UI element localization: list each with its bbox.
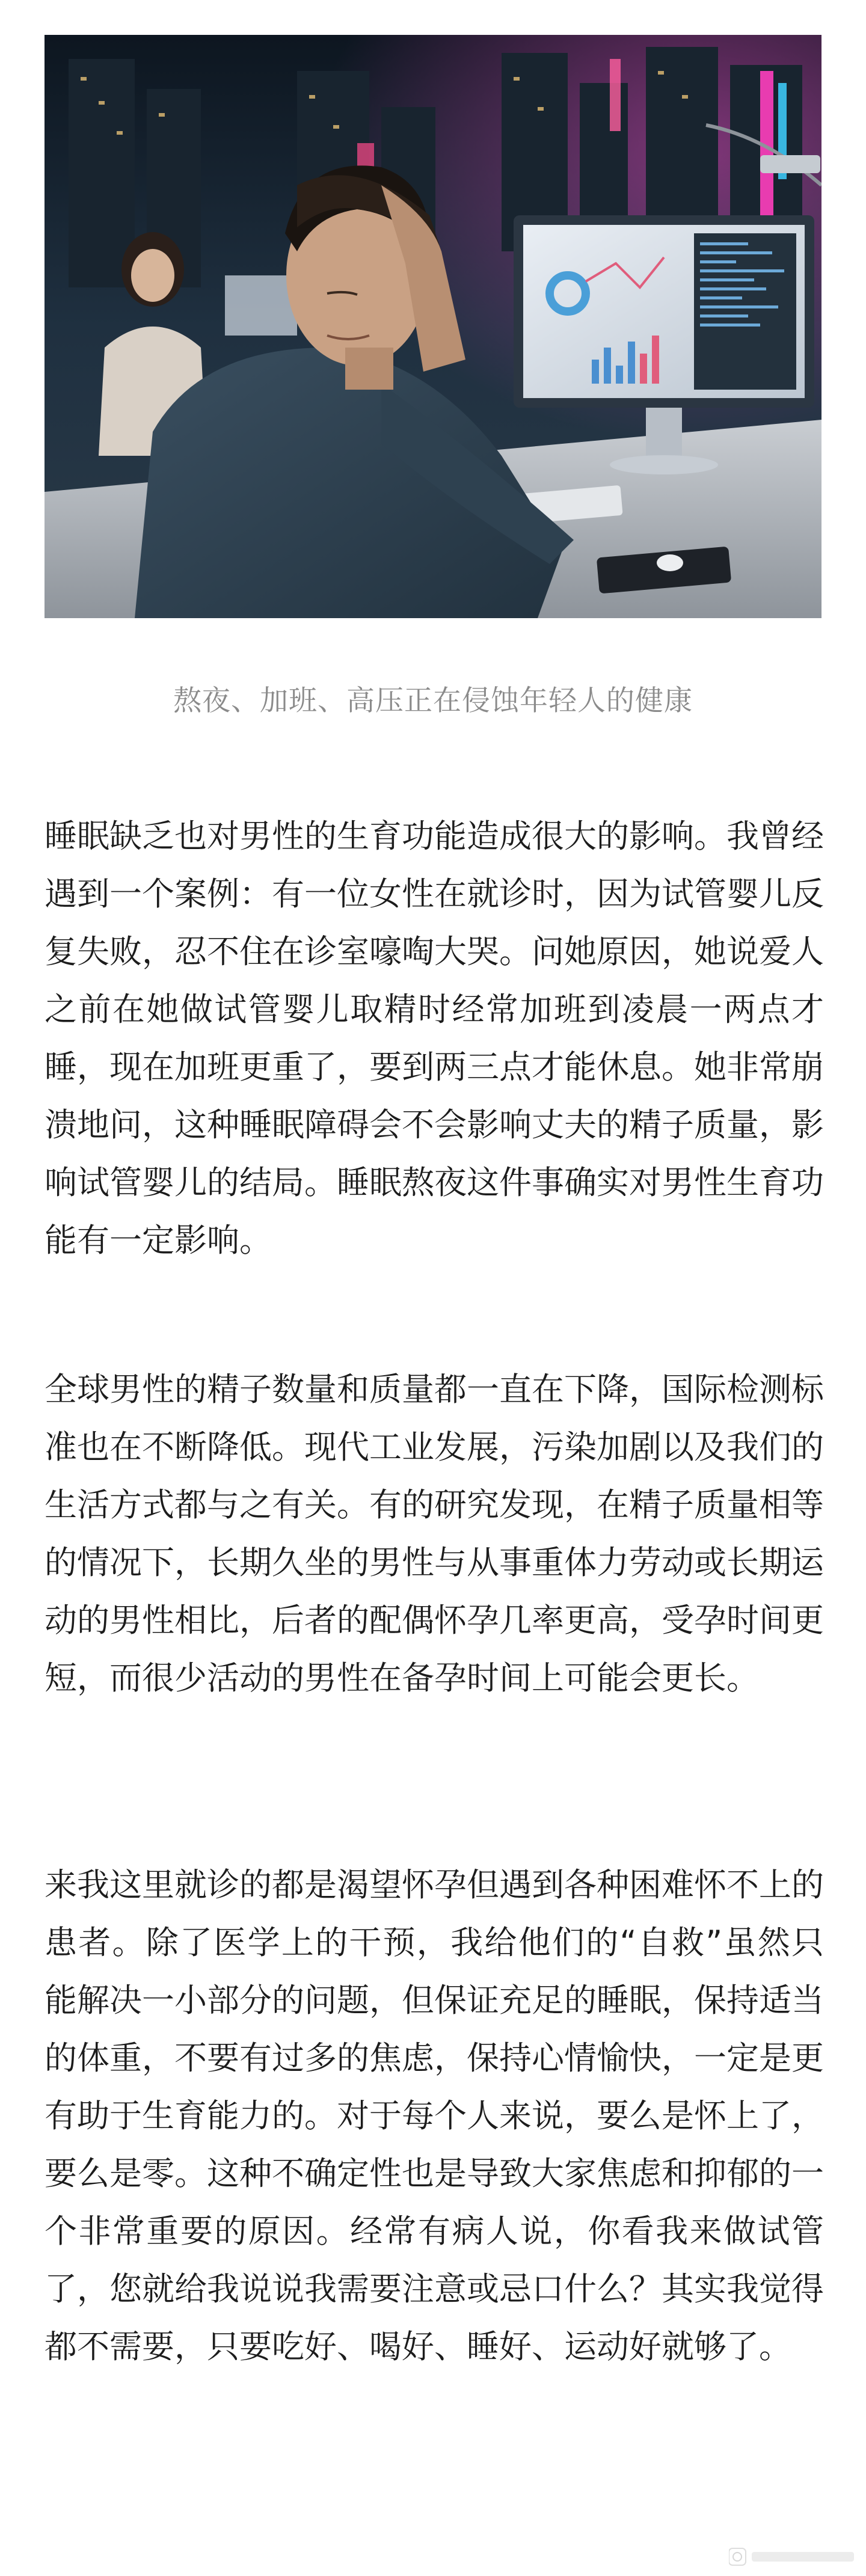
hero-photo bbox=[45, 35, 821, 618]
office-night-illustration bbox=[45, 35, 821, 618]
watermark-logo-icon bbox=[729, 2545, 861, 2569]
paragraph-self-help: 来我这里就诊的都是渴望怀孕但遇到各种困难怀不上的患者。除了医学上的干预，我给他们的“自救”虽然只能解决一小部分的问题，但保证充足的睡眠，保持适当的体重，不要有过多的焦虑，保持心情愉快，一定是更有助于生育能力的。对于每个人来说，要么是怀上了，要么是零。这种不确定性也是导致大家焦虑和抑郁的一个非常重要的原因。经常有病人说，你看我来做试管了，您就给我说说我需要注意或忌口什么？其实我觉得都不需要，只要吃好、喝好、睡好、运动好就够了。 bbox=[45, 1866, 824, 2366]
image-caption: 熬夜、加班、高压正在侵蚀年轻人的健康 bbox=[173, 684, 693, 717]
paragraph-sperm-quality: 全球男性的精子数量和质量都一直在下降，国际检测标准也在不断降低。现代工业发展，污染加剧以及我们的生活方式都与之有关。有的研究发现，在精子质量相等的情况下，长期久坐的男性与从事重体力劳动或长期运动的男性相比，后者的配偶怀孕几率更高，受孕时间更短，而很少活动的男性在备孕时间上可能会更长。 bbox=[45, 1370, 824, 1697]
paragraph-sleep-impact: 睡眠缺乏也对男性的生育功能造成很大的影响。我曾经遇到一个案例：有一位女性在就诊时，因为试管婴儿反复失败，忍不住在诊室嚎啕大哭。问她原因，她说爱人之前在她做试管婴儿取精时经常加班到凌晨一两点才睡，现在加班更重了，要到两三点才能休息。她非常崩溃地问，这种睡眠障碍会不会影响丈夫的精子质量，影响试管婴儿的结局。睡眠熬夜这件事确实对男性生育功能有一定影响。 bbox=[45, 817, 824, 1259]
